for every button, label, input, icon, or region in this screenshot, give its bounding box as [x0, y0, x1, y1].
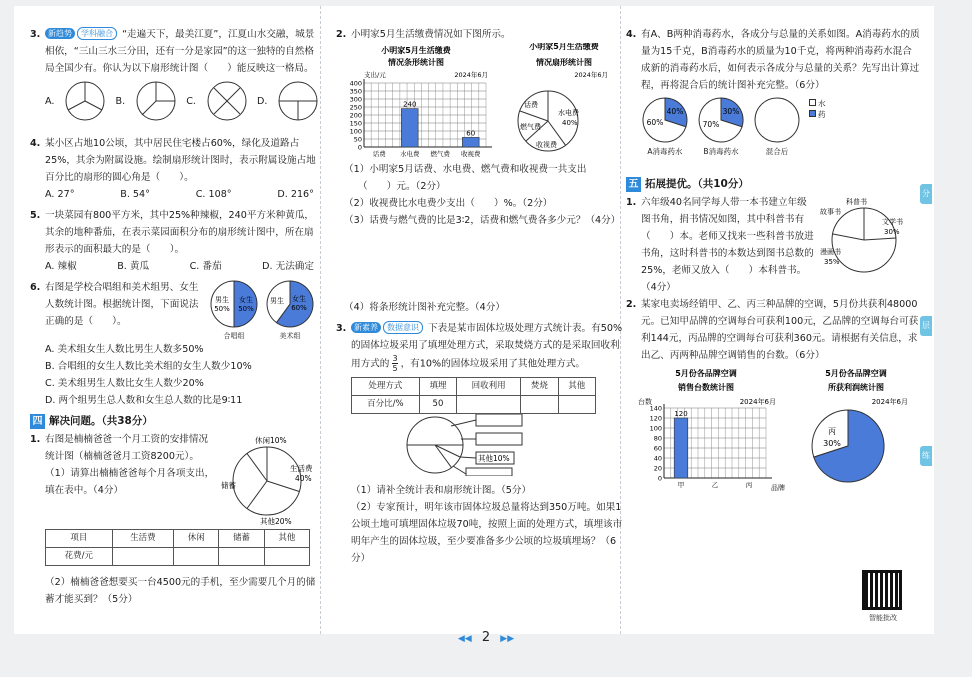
column-2 — [336, 6, 626, 567]
bar-收视费 — [462, 137, 479, 147]
question-text: 某家电卖场经销甲、乙、丙三种品牌的空调，5月份共获利48000元。已知甲品牌的空调每台可获利100元，乙品牌的空调每台可获利144元，丙品牌的空调每台可获利360元。请根据有关信息，求出乙、丙两种品牌空调销售的台数。（6分） — [641, 299, 919, 361]
sub-question: （1）请算出楠楠爸爸每个月各项支出，填在表中。（4分） — [45, 468, 215, 496]
numerator: 3 — [392, 354, 398, 363]
table-header: 回收利用 — [457, 378, 521, 396]
pie-label: 男生 — [270, 297, 284, 305]
y-tick-label: 150 — [349, 119, 362, 128]
chorus-pie — [209, 279, 259, 329]
chart-name: 美术组 — [279, 332, 301, 340]
chart-name: B消毒药水 — [703, 147, 739, 156]
pie-value: 30% — [884, 228, 900, 236]
y-tick-label: 50 — [353, 135, 362, 144]
page-number: 2 — [481, 630, 491, 645]
chart-date: 2024年6月 — [574, 71, 608, 79]
chorus-chart — [209, 279, 259, 341]
y-tick-label: 20 — [653, 464, 662, 473]
label-box[interactable] — [476, 414, 522, 426]
question-3 — [30, 26, 320, 123]
side-tab[interactable]: 层 — [920, 316, 932, 336]
option-b[interactable]: B. 合唱组的女生人数比美术组的女生人数少10% — [45, 361, 252, 372]
pie-label: 话费 — [524, 101, 538, 109]
y-axis-label: 支出/元 — [364, 71, 386, 79]
x-tick-label: 甲 — [677, 481, 685, 489]
trend-badge: 新趋势 — [45, 28, 75, 39]
option-d[interactable]: D. 无法确定 — [262, 261, 314, 272]
pie-label: 生活费 — [290, 464, 313, 473]
question-number: 1. — [626, 197, 637, 208]
option-d[interactable]: D. — [257, 95, 268, 107]
y-tick-label: 0 — [657, 474, 662, 483]
data-awareness-badge: 数据意识 — [383, 321, 423, 334]
aircon-bar-chart — [626, 364, 796, 494]
option-a[interactable]: A. 27° — [45, 189, 75, 200]
pie-label: 收视费 — [536, 141, 557, 149]
pie-value: 50% — [238, 305, 254, 313]
data-label: 120 — [674, 410, 688, 418]
side-tab[interactable]: 练 — [920, 446, 932, 466]
data-label: 60 — [466, 129, 476, 138]
table-header: 处理方式 — [352, 378, 420, 396]
pie-label: 女生 — [239, 296, 253, 304]
section-title: 拓展提优。（共10分） — [645, 178, 749, 190]
pie-label: 其他10% — [478, 454, 510, 463]
section-4-heading — [30, 412, 320, 431]
table-header: 其他 — [558, 378, 595, 396]
answer-cell[interactable] — [558, 396, 595, 414]
question-number: 4. — [626, 29, 637, 40]
table-header: 休闲 — [174, 530, 219, 548]
aircon-pie-chart — [796, 364, 916, 494]
problem-2-aircon — [626, 296, 920, 364]
question-number: 4. — [30, 138, 41, 149]
question-number: 5. — [30, 210, 41, 221]
pie-a — [641, 96, 689, 157]
question-text: 下表是某市固体垃圾处理方式统计表。有50%的固体垃圾采用了填埋处理方式，采取焚烧方式的是采取回收利用方式的 — [351, 323, 623, 370]
y-tick-label: 250 — [349, 103, 362, 112]
y-tick-label: 300 — [349, 95, 362, 104]
x-tick-label: 燃气费 — [430, 150, 450, 158]
chart-title: 小明家5月生活缴费 — [381, 46, 451, 55]
chart-name: A消毒药水 — [647, 147, 683, 156]
option-b[interactable]: B. 54° — [120, 189, 150, 200]
fraction — [392, 354, 397, 373]
question-number: 6. — [30, 282, 41, 293]
column-3 — [626, 6, 920, 494]
legend-item — [809, 109, 826, 120]
pie-value: 60% — [291, 304, 307, 312]
answer-cell[interactable] — [264, 548, 309, 566]
legend-swatch — [809, 99, 816, 106]
answer-cell[interactable] — [219, 548, 264, 566]
column-1 — [30, 6, 320, 608]
bar-甲 — [674, 418, 688, 478]
table-header: 填埋 — [419, 378, 456, 396]
option-c[interactable]: C. 108° — [195, 189, 232, 200]
problem-1-books — [626, 194, 920, 296]
chart-date: 2024年6月 — [739, 398, 776, 406]
answer-cell[interactable] — [457, 396, 521, 414]
option-d[interactable]: D. 两个组男生总人数和女生总人数的比是9∶11 — [45, 395, 243, 406]
answer-cell[interactable] — [112, 548, 173, 566]
p1-body — [45, 431, 320, 527]
pie-value: 40% — [562, 119, 578, 127]
question-2 — [336, 26, 626, 43]
y-axis-label: 台数 — [638, 398, 652, 406]
question-3-waste — [336, 320, 626, 567]
pie-label: 燃气费 — [520, 123, 541, 131]
pie-label: 漫画书 — [820, 248, 841, 256]
chart-title: 小明家5月生活缴费 — [529, 43, 599, 51]
options-row — [45, 258, 320, 275]
pie-value: 40% — [295, 474, 312, 483]
sub-question: （2）楠楠爸爸想要买一台4500元的手机，至少需要几个月的储蓄才能买到？（5分） — [45, 577, 316, 605]
section-number: 五 — [626, 177, 641, 192]
pie-label: 丙 — [828, 427, 836, 436]
option-c[interactable]: C. 番茄 — [189, 261, 222, 272]
y-tick-label: 0 — [357, 143, 362, 152]
qr-label: 智能批改 — [869, 614, 897, 622]
question-text: 某小区占地10公顷，其中居民住宅楼占60%，绿化及道路占25%，其余为附属设施。绘制扇形统计图时，表示附属设施占地百分比的扇形的圆心角是（ ）。 — [45, 138, 316, 183]
next-page-icon[interactable]: ▶▶ — [500, 634, 515, 644]
table-header: 焚烧 — [521, 378, 558, 396]
pie-label: 女生 — [292, 295, 306, 303]
row-label: 花费/元 — [46, 548, 113, 566]
question-number: 3. — [336, 323, 347, 334]
utility-pie-chart — [496, 43, 614, 161]
table-cell: 50 — [419, 396, 456, 414]
utility-bar-chart — [336, 43, 496, 161]
legend-swatch — [809, 110, 816, 117]
y-tick-label: 100 — [649, 424, 662, 433]
question-text: 一块菜园有800平方米，其中25%种辣椒，240平方米种黄瓜，其余的地种番茄，在表示菜园面积分布的扇形统计图中，所在扇形表示的面积最大的是（ ）。 — [45, 210, 315, 255]
option-c[interactable]: C. — [186, 95, 196, 107]
page-footer — [0, 630, 972, 645]
chart-title: 所获利润统计图 — [828, 383, 884, 392]
salary-pie — [215, 431, 320, 527]
sub-question: （2）专家预计，明年该市固体垃圾总量将达到350万吨。如果1公顷土地可填埋固体垃圾70吨，按照上面的处理方式，填埋该市明年产生的固体垃圾，至少要准备多少公顷的垃圾填埋场？（6分） — [351, 502, 623, 564]
chart-date: 2024年6月 — [454, 71, 488, 79]
side-tab[interactable]: 分 — [920, 184, 932, 204]
y-tick-label: 100 — [349, 127, 362, 136]
section-5-heading — [626, 175, 920, 194]
pie-label: 其他20% — [260, 517, 292, 526]
q2-charts — [336, 43, 626, 161]
subject-badge: 学科融合 — [77, 27, 117, 40]
chart-title: 5月份各品牌空调 — [675, 369, 737, 378]
waste-pie — [371, 414, 611, 476]
q6-charts — [209, 279, 315, 341]
y-tick-label: 60 — [653, 444, 662, 453]
x-axis-label: 品牌 — [771, 484, 785, 492]
question-text: ，有10%的固体垃圾采用了其他处理方式。 — [400, 358, 586, 370]
option-a[interactable]: A. 辣椒 — [45, 261, 77, 272]
question-text: “走遍天下，最美江夏”，江夏山水交融，城景相依，“三山三水三分田，还有一分是家园”的这一独特的自然格局全国少有。你认为以下扇形统计图（ ）能反映这一格局。 — [45, 29, 315, 74]
chart-date: 2024年6月 — [871, 398, 908, 406]
pie-mixed — [753, 96, 801, 157]
pie-value: 30% — [722, 107, 740, 116]
sub-question: （3）话费与燃气费的比是3∶2，话费和燃气费各多少元？（4分） — [344, 215, 621, 226]
sub-question: （2）收视费比水电费少支出（ ）%。（2分） — [344, 198, 553, 209]
q2-subs — [336, 161, 626, 316]
y-tick-label: 350 — [349, 87, 362, 96]
chart-name: 混合后 — [765, 147, 789, 156]
aircon-charts — [626, 364, 920, 494]
question-text: 右图是楠楠爸爸一个月工资的安排情况统计图（楠楠爸爸月工资8200元）。 — [45, 434, 209, 462]
options-row — [45, 186, 320, 203]
pie-label: 科普书 — [846, 198, 867, 206]
problem-1 — [30, 431, 320, 608]
qr-code-icon[interactable] — [862, 570, 902, 610]
option-a-pie — [63, 79, 107, 123]
pie-value: 35% — [824, 258, 840, 266]
option-c[interactable]: C. 美术组男生人数比女生人数少20% — [45, 378, 204, 389]
p1-body — [641, 194, 920, 296]
art-chart — [265, 279, 315, 341]
question-4-disinfectant — [626, 26, 920, 157]
pie-value: 50% — [214, 305, 230, 313]
legend-item — [809, 98, 826, 109]
pie-options — [45, 79, 320, 123]
p1-text — [45, 431, 215, 527]
option-d-pie — [276, 79, 320, 123]
pie-a-svg — [641, 96, 689, 144]
pie-label: 水电费 — [558, 109, 579, 117]
x-tick-label: 话费 — [372, 150, 386, 158]
pie-value: 30% — [823, 439, 841, 448]
x-tick-label: 水电费 — [400, 150, 420, 158]
legend — [809, 98, 826, 120]
pie-label: 储蓄 — [221, 481, 236, 490]
question-text: 小明家5月生活缴费情况如下图所示。 — [351, 29, 511, 40]
option-c-pie — [205, 79, 249, 123]
pie-value: 70% — [702, 120, 720, 129]
sub-question: （1）请补全统计表和扇形统计图。（5分） — [351, 485, 532, 496]
sub-question: （1）小明家5月话费、水电费、燃气费和收视费一共支出 — [344, 164, 587, 175]
y-tick-label: 40 — [653, 454, 662, 463]
y-tick-label: 400 — [349, 79, 362, 88]
label-box[interactable] — [466, 468, 512, 476]
denominator: 5 — [392, 364, 398, 373]
question-number: 2. — [626, 299, 637, 310]
pie-label: 男生 — [215, 296, 229, 304]
chart-title: 情况扇形统计图 — [536, 58, 592, 67]
answer-space[interactable] — [344, 229, 626, 299]
y-tick-label: 140 — [649, 404, 662, 413]
y-tick-label: 80 — [653, 434, 662, 443]
x-tick-label: 乙 — [711, 481, 719, 489]
sub-question: （ ）元。（2分） — [358, 181, 446, 192]
disinfectant-charts — [641, 96, 920, 157]
table-header: 储蓄 — [219, 530, 264, 548]
art-pie — [265, 279, 315, 329]
books-pie — [816, 194, 912, 286]
table-header: 其他 — [264, 530, 309, 548]
option-a[interactable]: A. 美术组女生人数比男生人数多50% — [45, 344, 204, 355]
pie-value: 60% — [646, 118, 664, 127]
question-5 — [30, 207, 320, 275]
prev-page-icon[interactable]: ◀◀ — [457, 634, 472, 644]
legend-label: 药 — [818, 110, 826, 119]
answer-cell[interactable] — [174, 548, 219, 566]
question-6 — [30, 279, 320, 409]
x-tick-label: 丙 — [745, 481, 753, 489]
answer-cell[interactable] — [521, 396, 558, 414]
data-label: 240 — [403, 100, 417, 109]
question-number: 1. — [30, 434, 41, 445]
column-divider — [320, 6, 321, 634]
legend-label: 水 — [818, 99, 826, 108]
sub-question: （4）将条形统计图补充完整。（4分） — [344, 302, 505, 313]
row-label: 百分比/% — [352, 396, 420, 414]
bar-水电费 — [401, 109, 418, 147]
question-number: 2. — [336, 29, 347, 40]
option-a[interactable]: A. — [45, 95, 55, 107]
pie-label: 文学书 — [882, 218, 903, 226]
table-header: 项目 — [46, 530, 113, 548]
x-tick-label: 收视费 — [461, 150, 481, 158]
label-box[interactable] — [476, 433, 522, 445]
pie-b-svg — [697, 96, 745, 144]
option-d[interactable]: D. 216° — [277, 189, 314, 200]
section-number: 四 — [30, 414, 45, 429]
chart-title: 情况条形统计图 — [388, 58, 444, 67]
question-text: 右图是学校合唱组和美术组男、女生人数统计图。根据统计图，下面说法正确的是（ ）。 — [45, 282, 199, 327]
pie-mixed-svg[interactable] — [753, 96, 801, 144]
chart-title: 5月份各品牌空调 — [825, 369, 887, 378]
expense-table — [45, 529, 310, 566]
literacy-badge: 新素养 — [351, 322, 381, 333]
pie-value: 40% — [666, 107, 684, 116]
y-tick-label: 120 — [649, 414, 662, 423]
question-4 — [30, 135, 320, 203]
section-title: 解决问题。（共38分） — [49, 415, 153, 427]
question-text: 六年级40名同学每人带一本书建立年级图书角，捐书情况如图，其中科普书有（ ）本。老师又找来一些科普书放进书角，这时科普书的本数达到图书总数的25%，老师又放入（ ）本科普书。（4分） — [641, 197, 814, 293]
question-text: 有A、B两种消毒药水，各成分与总量的关系如图。A消毒药水的质量为15千克，B消毒药水的质量为10千克，将两种消毒药水混合成新的消毒药水后，如何表示各成分与总量的关系？先写出计算过程，再将混合后的统计图补充完整。（6分） — [641, 29, 920, 91]
question-number: 3. — [30, 29, 41, 40]
table-header: 生活费 — [112, 530, 173, 548]
worksheet-page — [14, 6, 934, 634]
chart-name: 合唱组 — [223, 332, 245, 340]
option-b[interactable]: B. 黄瓜 — [117, 261, 150, 272]
option-b[interactable]: B. — [115, 95, 126, 107]
waste-table — [351, 377, 596, 414]
pie-label: 休闲10% — [255, 436, 287, 445]
pie-label: 故事书 — [820, 208, 841, 216]
option-b-pie — [134, 79, 178, 123]
pie-b — [697, 96, 745, 157]
y-tick-label: 200 — [349, 111, 362, 120]
q6-body — [45, 279, 320, 341]
chart-title: 销售台数统计图 — [678, 383, 734, 392]
